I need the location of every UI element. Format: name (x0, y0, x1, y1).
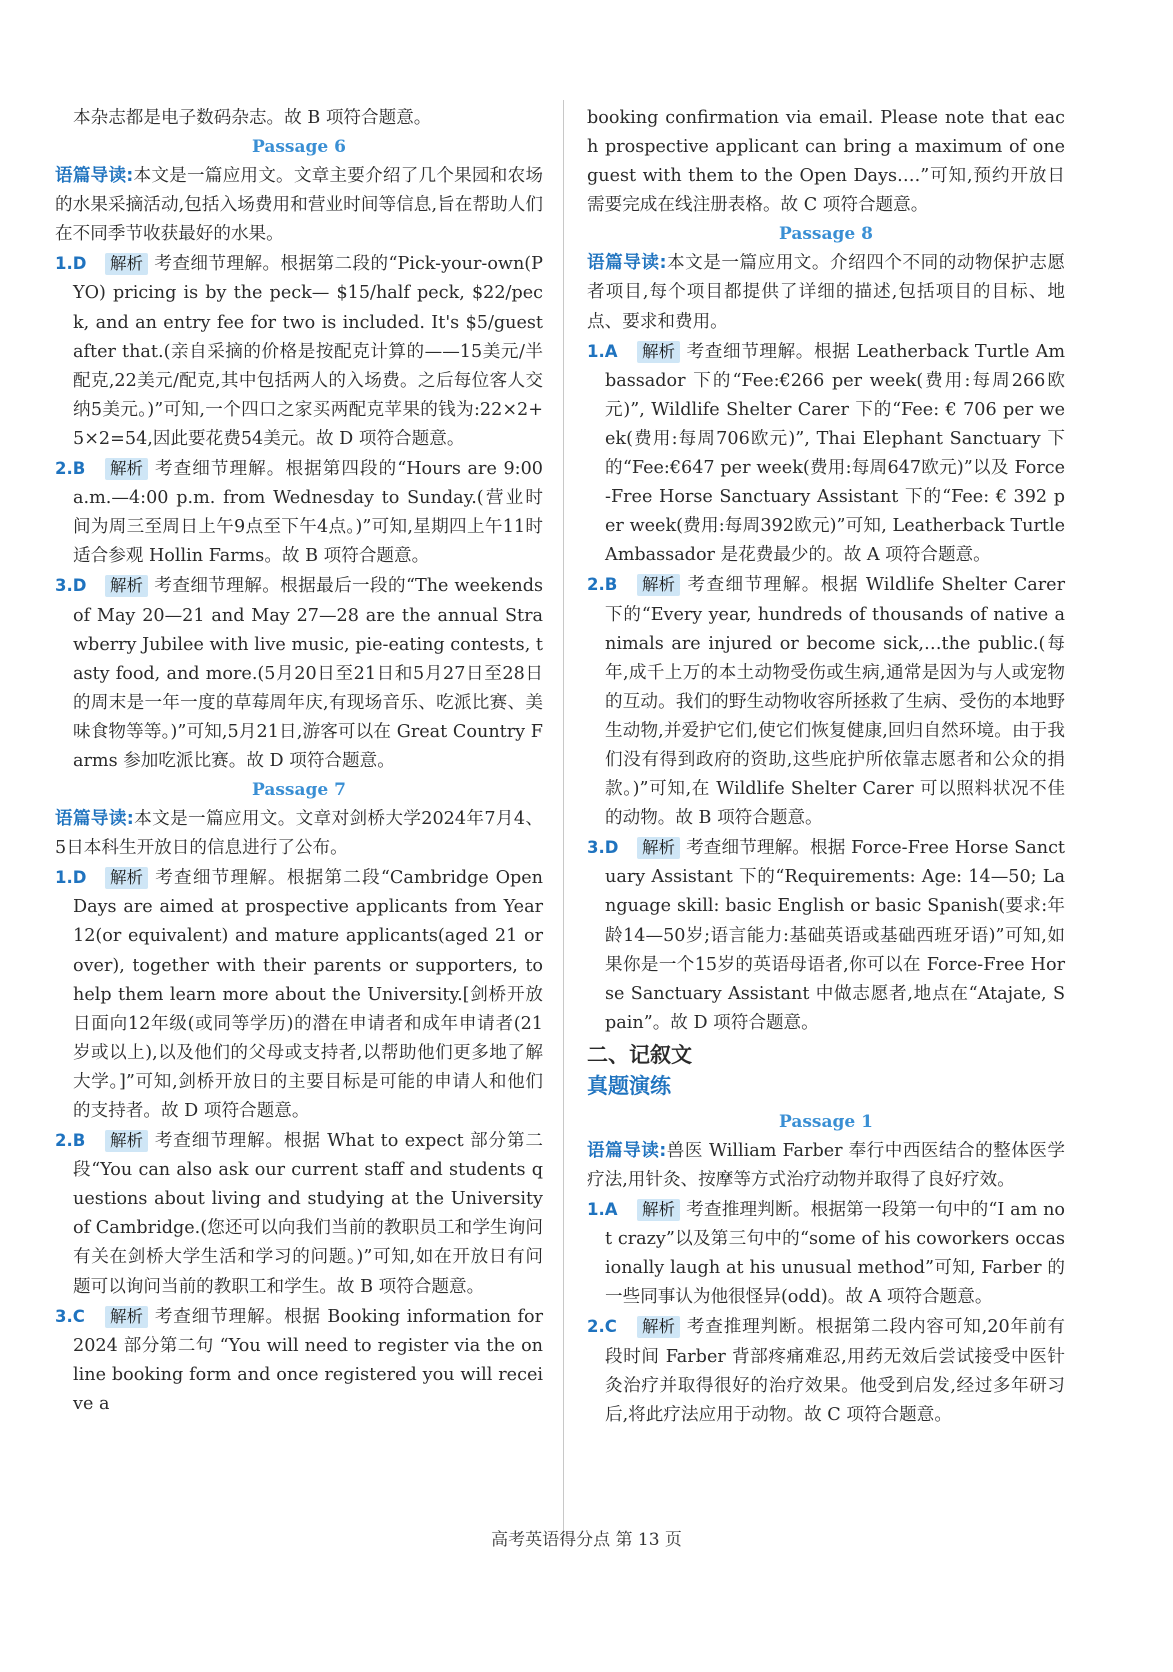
guide-label: 语篇导读: (55, 166, 134, 187)
intro-line: 本杂志都是电子数码杂志。故 B 项符合题意。 (73, 108, 432, 128)
answer-item (55, 571, 543, 776)
page-footer: 高考英语得分点 第 13 页 (491, 1530, 682, 1550)
answer-item (587, 1312, 1065, 1429)
answer-number: 2.B (587, 575, 618, 595)
passage-1-title: Passage 1 (779, 1111, 873, 1132)
passage-6-title: Passage 6 (252, 137, 346, 158)
answer-number: 1.A (587, 341, 618, 361)
continuation-text: booking confirmation via email. Please note that each prospective applicant can bring a maximum of one guest with them to the Open Days….”可知,预约开放日需要完成在线注册表格。故 C 项符合题意。 (587, 108, 1065, 216)
answer-number: 2.B (55, 459, 86, 479)
subsection-title: 真题演练 (587, 1073, 671, 1098)
left-column (55, 104, 543, 1419)
answer-text: 考查细节理解。根据 Wildlife Shelter Carer 下的“Every year, hundreds of thousands of native animals are injured or become sick,…the public.(每年,成千上万的本土动物受伤或生病,通常是因为与人或宠物的互动。我们的野生动物收容所拯救了生病、受伤的本地野生动物,并爱护它们,使它们恢复健康,回归自然环境。由于我们没有得到政府的资助,这些庇护所依靠志愿者和公众的捐款。)”可知,在 Wildlife Shelter Carer 可以照料状况不佳的动物。故 B 项符合题意。 (605, 575, 1065, 829)
answer-number: 1.A (587, 1200, 618, 1220)
answer-item (55, 1302, 543, 1419)
analysis-tag: 解析 (637, 1316, 680, 1338)
analysis-tag: 解析 (105, 253, 148, 275)
passage-7-guide (55, 805, 543, 863)
answer-text: 考查细节理解。根据第二段的“Pick-your-own(PYO) pricing is by the peck— $15/half peck, $22/peck, and an entry fee for two is included. It's $5/guest after that.(亲自采摘的价格是按配克计算的——15美元/半配克,22美元/配克,其中包括两人的入场费。之后每位客人交纳5美元。)”可知,一个四口之家买两配克苹果的钱为:22×2+5×2=54,因此要花费54美元。故 D 项符合题意。 (73, 254, 543, 449)
answer-item (55, 863, 543, 1126)
column-divider (563, 100, 564, 1545)
guide-label: 语篇导读: (587, 253, 667, 274)
analysis-tag: 解析 (105, 1306, 148, 1328)
answer-text: 考查细节理解。根据 Leatherback Turtle Ambassador 下的“Fee:€266 per week(费用:每周266欧元)”, Wildlife Shelter Carer 下的“Fee: € 706 per week(费用:每周706欧元)”, Thai Elephant Sanctuary 下的“Fee:€647 per week(费用:每周647欧元)”以及 Force-Free Horse Sanctuary Assistant 下的“Fee: € 392 per week(费用:每周392欧元)”可知, Leatherback Turtle Ambassador 是花费最少的。故 A 项符合题意。 (605, 341, 1065, 566)
passage-6-guide (55, 162, 543, 249)
answer-item (55, 249, 543, 454)
guide-text: 本文是一篇应用文。文章对剑桥大学2024年7月4、5日本科生开放日的信息进行了公布。 (55, 809, 543, 859)
analysis-tag: 解析 (105, 458, 148, 480)
answer-number: 3.D (55, 576, 87, 596)
answer-number: 1.D (55, 868, 87, 888)
analysis-tag: 解析 (637, 1199, 680, 1221)
answer-text: 考查细节理解。根据第二段“Cambridge Open Days are aimed at prospective applicants from Year 12(or equivalent) and mature applicants(aged 21 or over), together with their parents or supporters, to help them learn more about the University.[剑桥开放日面向12年级(或同等学历)的潜在申请者和成年申请者(21岁或以上),以及他们的父母或支持者,以帮助他们更多地了解大学。]”可知,剑桥开放日的主要目标是可能的申请人和他们的支持者。故 D 项符合题意。 (73, 868, 543, 1121)
answer-text: 考查推理判断。根据第二段内容可知,20年前有段时间 Farber 背部疼痛难忍,用药无效后尝试接受中医针灸治疗并取得很好的治疗效果。他受到启发,经过多年研习后,将此疗法应用于动物。故 C 项符合题意。 (605, 1317, 1065, 1425)
passage-8-guide (587, 249, 1065, 336)
guide-text: 本文是一篇应用文。介绍四个不同的动物保护志愿者项目,每个项目都提供了详细的描述,包括项目的目标、地点、要求和费用。 (587, 253, 1065, 332)
answer-item (587, 833, 1065, 1038)
passage-1-guide (587, 1137, 1065, 1195)
answer-text: 考查细节理解。根据 Force-Free Horse Sanctuary Assistant 下的“Requirements: Age: 14—50; Language skill: basic English or basic Spanish(要求:年龄14—50岁;语言能力:基础英语或基础西班牙语)”可知,如果你是一个15岁的英语母语者,你可以在 Force-Free Horse Sanctuary Assistant 中做志愿者,地点在“Atajate, Spain”。故 D 项符合题意。 (605, 838, 1065, 1033)
answer-text: 考查细节理解。根据 Booking information for 2024 部分第二句 “You will need to register via the online booking form and once registered you will receive a (73, 1306, 543, 1414)
guide-label: 语篇导读: (55, 809, 134, 830)
analysis-tag: 解析 (637, 341, 680, 363)
section-title: 二、记叙文 (587, 1042, 692, 1067)
analysis-tag: 解析 (637, 837, 680, 859)
answer-text: 考查细节理解。根据最后一段的“The weekends of May 20—21 and May 27—28 are the annual Strawberry Jubilee with live music, pie-eating contests, tasty food, and more.(5月20日至21日和5月27日至28日的周末是一年一度的草莓周年庆,有现场音乐、吃派比赛、美味食物等等。)”可知,5月21日,游客可以在 Great Country Farms 参加吃派比赛。故 D 项符合题意。 (73, 576, 543, 771)
right-column (587, 104, 1065, 1430)
passage-8-title: Passage 8 (779, 224, 873, 245)
answer-text: 考查细节理解。根据第四段的“Hours are 9:00 a.m.—4:00 p.m. from Wednesday to Sunday.(营业时间为周三至周日上午9点至下午4点。)”可知,星期四上午11时适合参观 Hollin Farms。故 B 项符合题意。 (73, 459, 543, 567)
analysis-tag: 解析 (105, 867, 148, 889)
answer-text: 考查推理判断。根据第一段第一句中的“I am not crazy”以及第三句中的“some of his coworkers occasionally laugh at his unusual method”可知, Farber 的一些同事认为他很怪异(odd)。故 A 项符合题意。 (605, 1200, 1065, 1308)
answer-item (55, 454, 543, 571)
answer-number: 3.C (55, 1306, 85, 1326)
answer-number: 1.D (55, 254, 87, 274)
answer-item (587, 1195, 1065, 1312)
answer-item (55, 1126, 543, 1302)
guide-text: 本文是一篇应用文。文章主要介绍了几个果园和农场的水果采摘活动,包括入场费用和营业时间等信息,旨在帮助人们在不同季节收获最好的水果。 (55, 166, 543, 245)
analysis-tag: 解析 (105, 575, 148, 597)
answer-item (587, 337, 1065, 571)
answer-number: 2.C (587, 1317, 617, 1337)
analysis-tag: 解析 (105, 1130, 148, 1152)
answer-item (587, 570, 1065, 833)
guide-text: 兽医 William Farber 奉行中西医结合的整体医学疗法,用针灸、按摩等方式治疗动物并取得了良好疗效。 (587, 1140, 1065, 1190)
answer-number: 2.B (55, 1131, 86, 1151)
guide-label: 语篇导读: (587, 1140, 667, 1161)
answer-number: 3.D (587, 838, 619, 858)
answer-text: 考查细节理解。根据 What to expect 部分第二段“You can also ask our current staff and students questions about living and studying at the University of Cambridge.(您还可以向我们当前的教职员工和学生询问有关在剑桥大学生活和学习的问题。)”可知,如在开放日有问题可以询问当前的教职工和学生。故 B 项符合题意。 (73, 1131, 543, 1297)
passage-7-title: Passage 7 (252, 780, 346, 801)
analysis-tag: 解析 (637, 574, 680, 596)
